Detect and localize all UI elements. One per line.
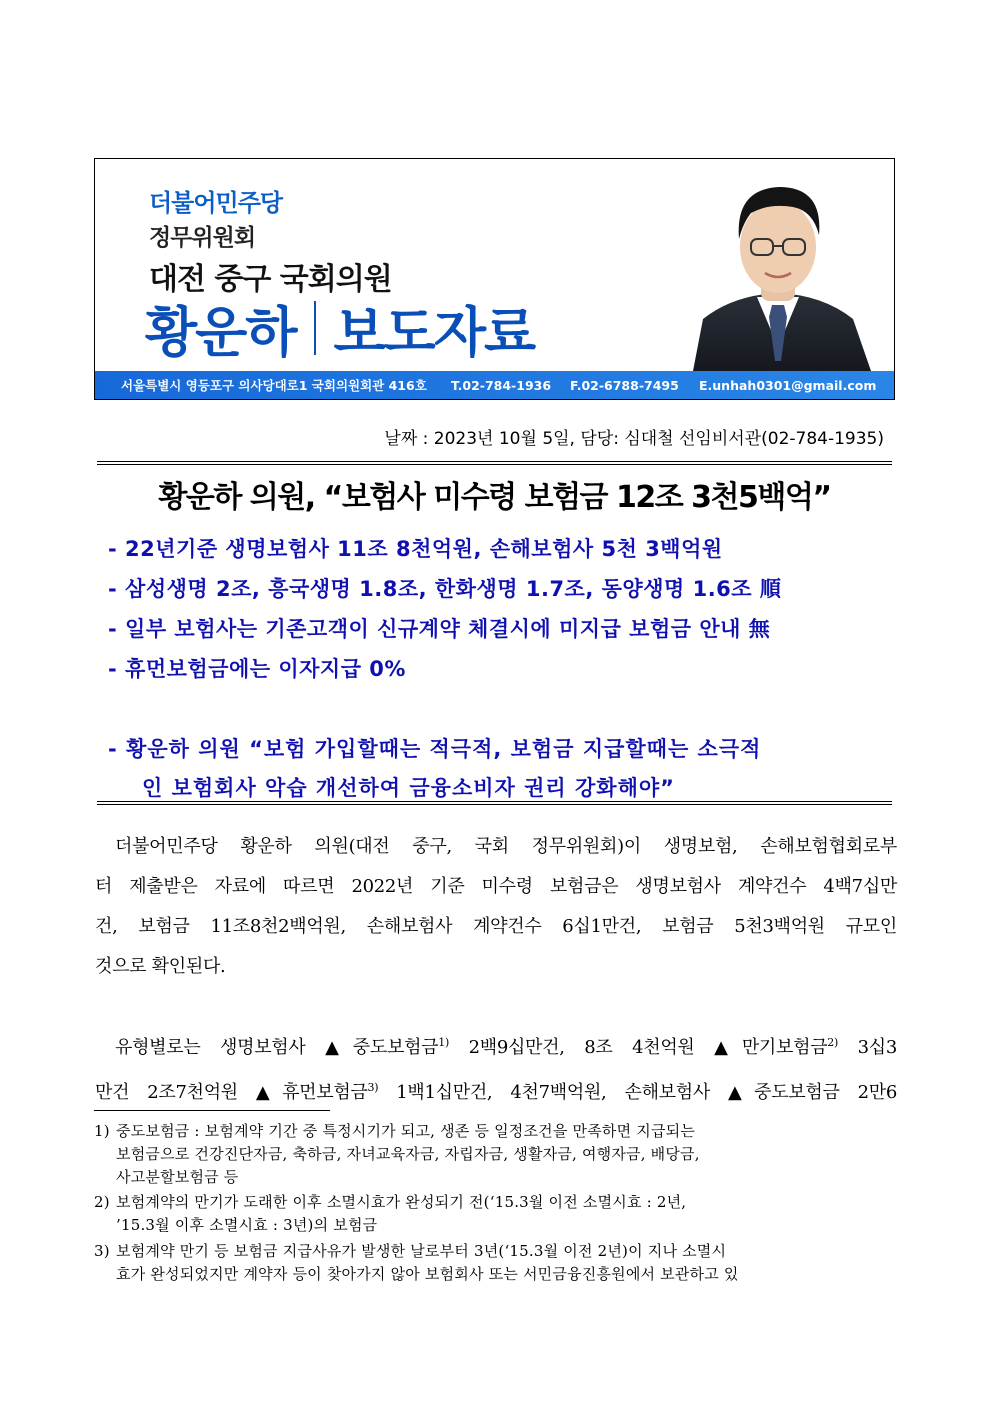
footnote-ref-2[interactable]: 2) bbox=[827, 1036, 838, 1049]
press-release-banner bbox=[94, 158, 895, 400]
portrait-photo bbox=[673, 169, 883, 371]
name-divider bbox=[314, 301, 316, 355]
office-phone: T.02-784-1936 bbox=[451, 377, 552, 393]
office-address: 서울특별시 영등포구 의사당대로1 국회의원회관 416호 bbox=[121, 378, 427, 393]
footnote-text: 사고분할보험금 등 bbox=[116, 1168, 239, 1186]
footnote-ref-1[interactable]: 1) bbox=[438, 1036, 449, 1049]
footnote-divider bbox=[94, 1110, 330, 1111]
footnote-number: 3) bbox=[94, 1242, 110, 1260]
footnote-text: 보험금으로 건강진단자금, 축하금, 자녀교육자금, 자립자금, 생활자금, 여행자금, 배당금, bbox=[116, 1145, 700, 1163]
contact-bar bbox=[95, 371, 894, 399]
footnote-2 bbox=[94, 1191, 686, 1237]
footnote-text: 보험계약의 만기가 도래한 이후 소멸시효가 완성되기 전(‘15.3월 이전 소멸시효 : 2년, bbox=[116, 1193, 687, 1211]
committee-name: 정무위원회 bbox=[149, 225, 256, 251]
footnote-3 bbox=[94, 1240, 739, 1286]
subhead-1: - 22년기준 생명보험사 11조 8천억원, 손해보험사 5천 3백억원 bbox=[108, 537, 723, 561]
footnote-number: 1) bbox=[94, 1122, 110, 1140]
para2-line bbox=[95, 1068, 897, 1113]
para1-line: 것으로 확인된다. bbox=[95, 956, 226, 977]
para2-line bbox=[95, 1023, 897, 1068]
footnote-1 bbox=[94, 1120, 700, 1189]
para2-text: 만건 2조7천억원 ▲휴먼보험금 bbox=[95, 1082, 368, 1103]
subhead-4: - 휴먼보험금에는 이자지급 0% bbox=[108, 657, 406, 681]
para2-text: 3십3 bbox=[838, 1037, 897, 1058]
quote-line-1: - 황운하 의원 “보험 가입할때는 적극적, 보험금 지급할때는 소극적 bbox=[108, 737, 762, 761]
body-paragraph-2 bbox=[95, 1023, 897, 1113]
footnote-text: 중도보험금 : 보험계약 기간 중 특정시기가 되고, 생존 등 일정조건을 만족하면 지급되는 bbox=[116, 1122, 696, 1140]
footnote-number: 2) bbox=[94, 1193, 110, 1211]
para2-text: 유형별로는 생명보험사 ▲중도보험금 bbox=[115, 1037, 439, 1058]
para1-line: 터 제출받은 자료에 따르면 2022년 기준 미수령 보험금은 생명보험사 계약건수 4백7십만 bbox=[95, 876, 897, 897]
footnote-ref-3[interactable]: 3) bbox=[367, 1081, 379, 1094]
headline-bottom-rule bbox=[97, 801, 892, 805]
subhead-2: - 삼성생명 2조, 흥국생명 1.8조, 한화생명 1.7조, 동양생명 1.6조 順 bbox=[108, 577, 782, 601]
subhead-3: - 일부 보험사는 기존고객이 신규계약 체결시에 미지급 보험금 안내 無 bbox=[108, 617, 771, 641]
para1-line: 건, 보험금 11조8천2백억원, 손해보험사 계약건수 6십1만건, 보험금 5천3백억원 규모인 bbox=[95, 916, 897, 937]
lawmaker-name: 황운하 bbox=[145, 300, 296, 364]
quote-line-2: 인 보험회사 악습 개선하여 금융소비자 권리 강화해야” bbox=[142, 776, 675, 800]
footnote-text: 효가 완성되었지만 계약자 등이 찾아가지 않아 보험회사 또는 서민금융진흥원에서 보관하고 있 bbox=[116, 1265, 739, 1283]
doc-type: 보도자료 bbox=[333, 300, 535, 364]
party-name: 더불어민주당 bbox=[149, 189, 283, 217]
para1-line: 더불어민주당 황운하 의원(대전 중구, 국회 정무위원회)이 생명보험, 손해보험협회로부 bbox=[115, 836, 897, 857]
district-title: 대전 중구 국회의원 bbox=[149, 262, 392, 297]
office-fax: F.02-6788-7495 bbox=[570, 377, 679, 393]
footnote-text: 보험계약 만기 등 보험금 지급사유가 발생한 날로부터 3년(‘15.3월 이전 2년)이 지나 소멸시 bbox=[116, 1242, 727, 1260]
para2-text: 2백9십만건, 8조 4천억원 ▲만기보험금 bbox=[448, 1037, 828, 1058]
headline-top-rule bbox=[97, 461, 892, 465]
headline: 황운하 의원, “보험사 미수령 보험금 12조 3천5백억” bbox=[158, 480, 831, 515]
footnote-text: ’15.3월 이후 소멸시효 : 3년)의 보험금 bbox=[116, 1216, 378, 1234]
body-paragraph-1 bbox=[95, 827, 897, 987]
name-row bbox=[145, 295, 535, 364]
para2-text: 1백1십만건, 4천7백억원, 손해보험사 ▲중도보험금 2만6 bbox=[378, 1082, 897, 1103]
dateline: 날짜 : 2023년 10월 5일, 담당: 심대철 선임비서관(02-784-1935) bbox=[384, 429, 884, 449]
office-email: E.unhah0301@gmail.com bbox=[699, 377, 877, 393]
